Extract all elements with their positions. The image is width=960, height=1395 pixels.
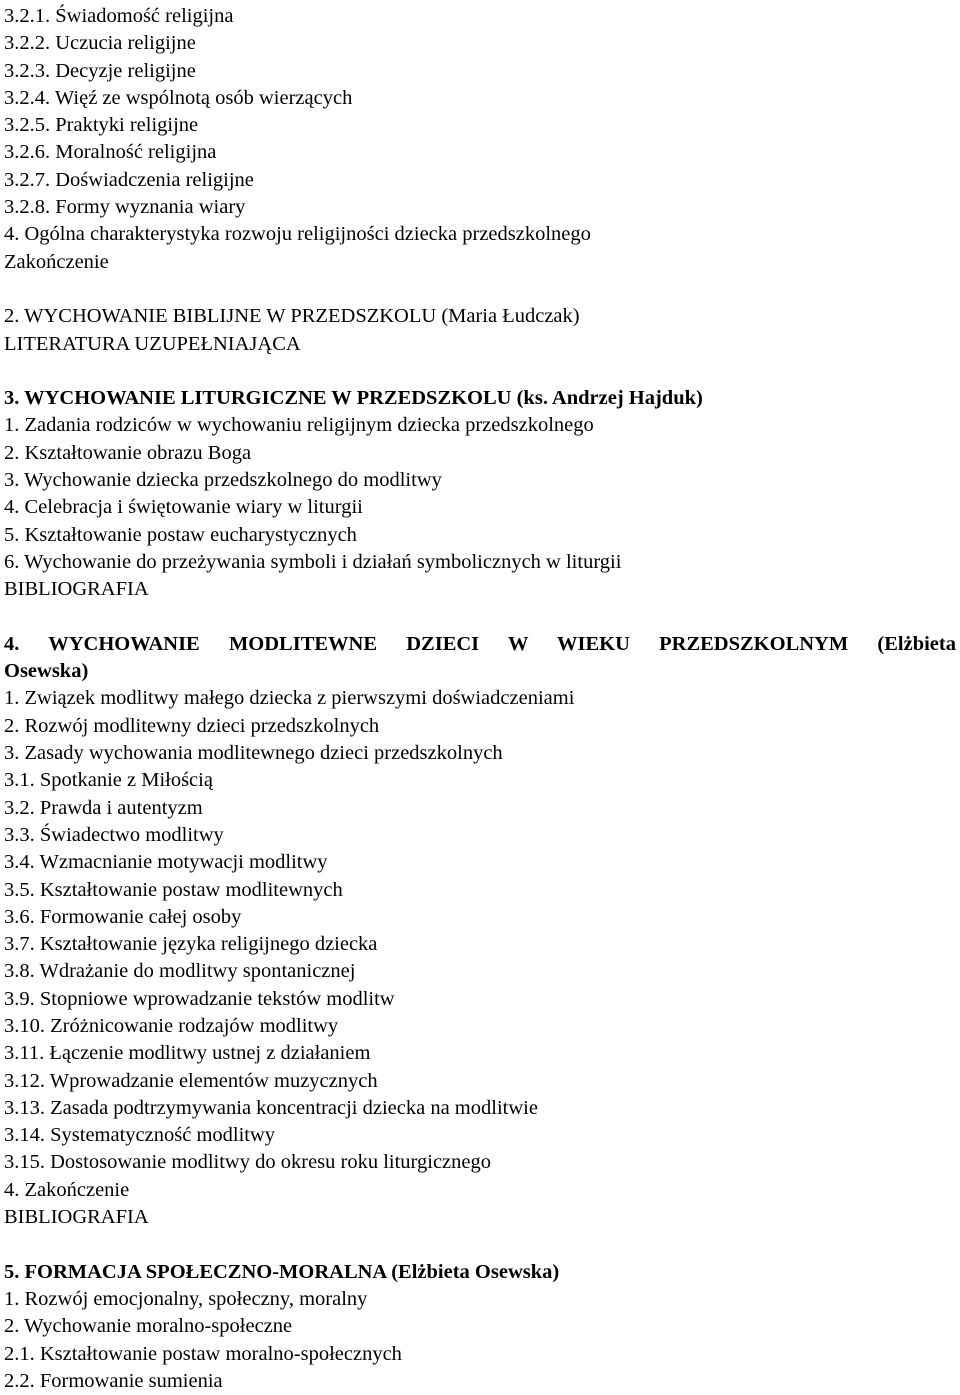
toc-entry: 3.9. Stopniowe wprowadzanie tekstów modlitw	[4, 987, 395, 1010]
toc-entry: 3.2. Prawda i autentyzm	[4, 796, 203, 819]
toc-entry: 3.14. Systematyczność modlitwy	[4, 1124, 276, 1147]
section-spacer	[4, 1231, 956, 1258]
toc-entry: 2.1. Kształtowanie postaw moralno-społecznych	[4, 1342, 402, 1365]
toc-entry: 2. Rozwój modlitewny dzieci przedszkolnych	[4, 714, 380, 737]
toc-entry: 3.15. Dostosowanie modlitwy do okresu roku liturgicznego	[4, 1151, 492, 1174]
document-page	[4, 3, 956, 1395]
toc-entry: Zakończenie	[4, 250, 109, 273]
toc-entry: 3.2.7. Doświadczenia religijne	[4, 168, 254, 191]
section-spacer	[4, 358, 956, 385]
toc-entry: 2. WYCHOWANIE BIBLIJNE W PRZEDSZKOLU (Maria Łudczak)	[4, 305, 580, 328]
section-spacer	[4, 276, 956, 303]
toc-entry: 3.11. Łączenie modlitwy ustnej z działaniem	[4, 1042, 371, 1065]
toc-entry: 3.2.8. Formy wyznania wiary	[4, 196, 246, 219]
section-heading: 5. FORMACJA SPOŁECZNO-MORALNA (Elżbieta Osewska)	[4, 1260, 560, 1283]
toc-entry: 3.8. Wdrażanie do modlitwy spontanicznej	[4, 960, 356, 983]
toc-entry: 5. Kształtowanie postaw eucharystycznych	[4, 523, 357, 546]
section-heading: 3. WYCHOWANIE LITURGICZNE W PRZEDSZKOLU (ks. Andrzej Hajduk)	[4, 387, 703, 410]
toc-entry: 3.2.2. Uczucia religijne	[4, 32, 196, 55]
toc-entry: 1. Zadania rodziców w wychowaniu religijnym dziecka przedszkolnego	[4, 414, 594, 437]
toc-entry: 3.5. Kształtowanie postaw modlitewnych	[4, 878, 343, 901]
toc-entry: 4. Zakończenie	[4, 1178, 130, 1201]
toc-entry: 3.2.5. Praktyki religijne	[4, 114, 199, 137]
section-heading: Osewska)	[4, 660, 89, 683]
toc-entry: 6. Wychowanie do przeżywania symboli i działań symbolicznych w liturgii	[4, 550, 622, 573]
toc-entry: 4. Ogólna charakterystyka rozwoju religijności dziecka przedszkolnego	[4, 223, 591, 246]
section-heading: 4. WYCHOWANIE MODLITEWNE DZIECI W WIEKU PRZEDSZKOLNYM (Elżbieta	[4, 632, 956, 655]
toc-entry: 3.7. Kształtowanie języka religijnego dziecka	[4, 933, 378, 956]
toc-entry: 2.2. Formowanie sumienia	[4, 1369, 223, 1392]
toc-entry: 3. Zasady wychowania modlitewnego dzieci przedszkolnych	[4, 742, 503, 765]
toc-entry: 3.1. Spotkanie z Miłością	[4, 769, 213, 792]
section-spacer	[4, 604, 956, 631]
toc-entry: 3.2.6. Moralność religijna	[4, 141, 217, 164]
toc-entry: 3.6. Formowanie całej osoby	[4, 905, 242, 928]
toc-entry: 3.10. Zróżnicowanie rodzajów modlitwy	[4, 1014, 339, 1037]
toc-entry: 3.3. Świadectwo modlitwy	[4, 823, 224, 846]
toc-entry: 3.4. Wzmacnianie motywacji modlitwy	[4, 851, 328, 874]
toc-entry: 3. Wychowanie dziecka przedszkolnego do modlitwy	[4, 469, 442, 492]
toc-entry: LITERATURA UZUPEŁNIAJĄCA	[4, 332, 301, 355]
toc-entry: 2. Kształtowanie obrazu Boga	[4, 441, 252, 464]
toc-entry: 3.12. Wprowadzanie elementów muzycznych	[4, 1069, 378, 1092]
toc-entry: 3.2.3. Decyzje religijne	[4, 59, 196, 82]
toc-entry: 1. Rozwój emocjonalny, społeczny, moralny	[4, 1287, 368, 1310]
toc-entry: 3.2.1. Świadomość religijna	[4, 5, 234, 27]
toc-entry: BIBLIOGRAFIA	[4, 1206, 149, 1229]
toc-entry: 2. Wychowanie moralno-społeczne	[4, 1315, 293, 1338]
toc-entry: BIBLIOGRAFIA	[4, 578, 149, 601]
toc-entry: 4. Celebracja i świętowanie wiary w liturgii	[4, 496, 363, 519]
toc-entry: 1. Związek modlitwy małego dziecka z pierwszymi doświadczeniami	[4, 687, 575, 710]
toc-entry: 3.13. Zasada podtrzymywania koncentracji dziecka na modlitwie	[4, 1096, 538, 1119]
toc-entry: 3.2.4. Więź ze wspólnotą osób wierzących	[4, 86, 353, 109]
